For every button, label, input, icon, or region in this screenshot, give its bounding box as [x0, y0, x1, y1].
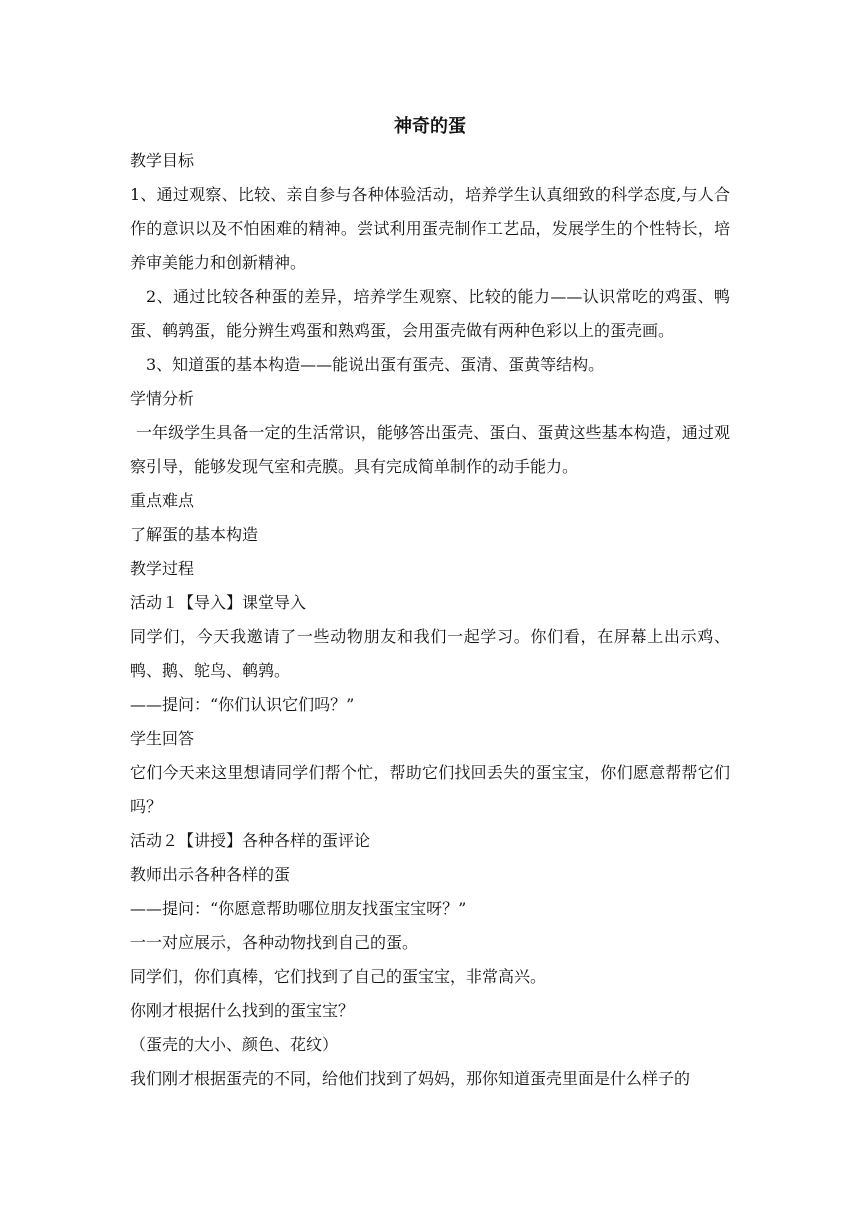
student-analysis-paragraph: 一年级学生具备一定的生活常识，能够答出蛋壳、蛋白、蛋黄这些基本构造，通过观察引导，能够发现气室和壳膜。具有完成简单制作的动手能力。 [130, 423, 730, 476]
activity-1-question: ——提问：“你们认识它们吗？” [130, 695, 355, 714]
activity-2-question: ——提问：“你愿意帮助哪位朋友找蛋宝宝呀？” [130, 899, 467, 918]
heading-teaching-goals: 教学目标 [130, 151, 195, 170]
goal-paragraph-1: 1、通过观察、比较、亲自参与各种体验活动，培养学生认真细致的科学态度,与人合作的意识以及不怕困难的精神。尝试利用蛋壳制作工艺品，发展学生的个性特长，培养审美能力和创新精神。 [130, 185, 730, 272]
activity-2-question-2: 你刚才根据什么找到的蛋宝宝？ [130, 1001, 355, 1020]
activity-2-heading: 活动２【讲授】各种各样的蛋评论 [130, 831, 371, 850]
activity-1-paragraph-1: 同学们，今天我邀请了一些动物朋友和我们一起学习。你们看，在屏幕上出示鸡、鸭、鹅、鸵鸟、鹌鹑。 [130, 627, 730, 680]
document-page [130, 110, 730, 1096]
activity-2-paragraph-3: 同学们，你们真棒，它们找到了自己的蛋宝宝，非常高兴。 [130, 967, 547, 986]
activity-1-paragraph-2: 它们今天来这里想请同学们帮个忙，帮助它们找回丢失的蛋宝宝，你们愿意帮帮它们吗？ [130, 763, 730, 816]
activity-2-answer: （蛋壳的大小、颜色、花纹） [130, 1035, 339, 1054]
goal-paragraph-3: 3、知道蛋的基本构造——能说出蛋有蛋壳、蛋清、蛋黄等结构。 [146, 355, 605, 374]
activity-2-paragraph-4: 我们刚才根据蛋壳的不同，给他们找到了妈妈，那你知道蛋壳里面是什么样子的 [130, 1069, 691, 1088]
document-title: 神奇的蛋 [394, 116, 466, 137]
goal-paragraph-2: 2、通过比较各种蛋的差异，培养学生观察、比较的能力——认识常吃的鸡蛋、鸭蛋、鹌鹑蛋，能分辨生鸡蛋和熟鸡蛋，会用蛋壳做有两种色彩以上的蛋壳画。 [130, 287, 730, 340]
heading-student-analysis: 学情分析 [130, 389, 195, 408]
key-points-paragraph: 了解蛋的基本构造 [130, 525, 259, 544]
heading-teaching-process: 教学过程 [130, 559, 195, 578]
activity-1-student-answer: 学生回答 [130, 729, 195, 748]
activity-2-paragraph-1: 教师出示各种各样的蛋 [130, 865, 291, 884]
heading-key-points: 重点难点 [130, 491, 195, 510]
activity-2-paragraph-2: 一一对应展示，各种动物找到自己的蛋。 [130, 933, 419, 952]
activity-1-heading: 活动１【导入】课堂导入 [130, 593, 307, 612]
